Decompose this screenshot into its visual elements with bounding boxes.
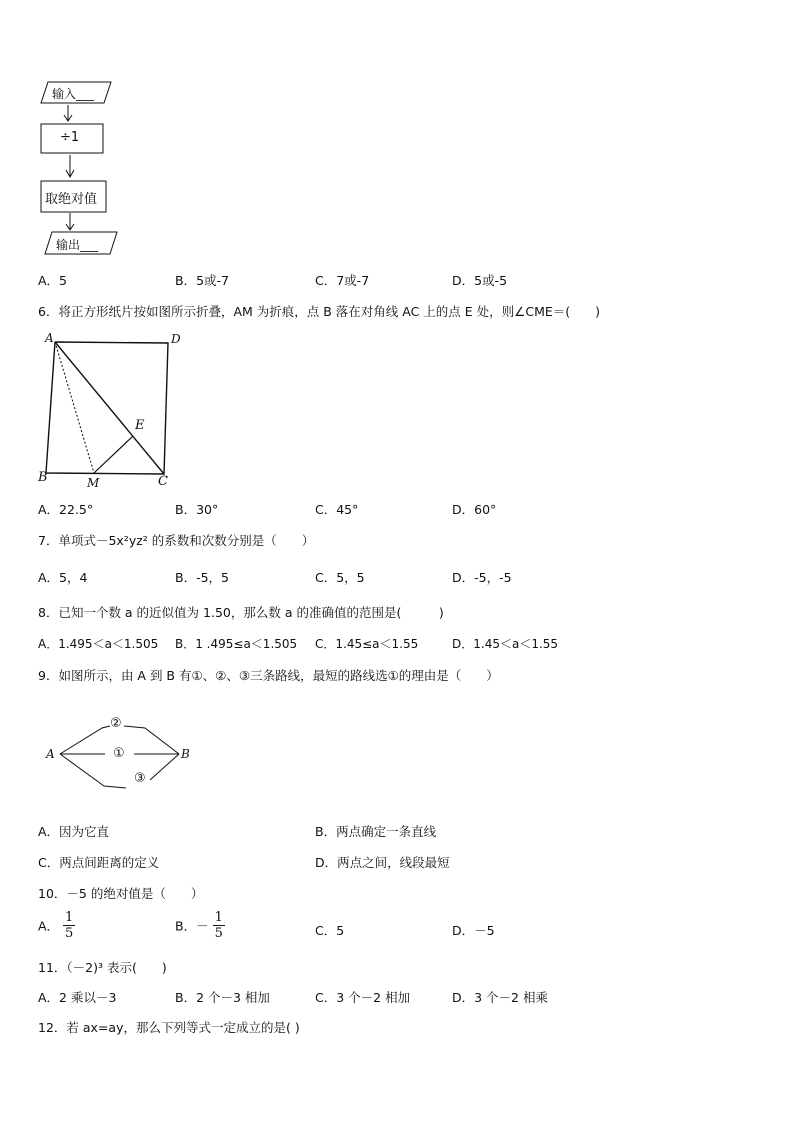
- flowchart-output-label: 输出___: [56, 238, 99, 252]
- q10-option-a-fraction: [63, 910, 75, 941]
- q6-option-d: D．60°: [452, 502, 497, 517]
- q10-option-b-prefix: B．－: [175, 918, 209, 934]
- q6-label-b: B: [38, 470, 48, 485]
- q9-option-b: B．两点确定一条直线: [315, 824, 437, 839]
- q6-label-a: A: [45, 331, 54, 345]
- q10-option-a: [38, 910, 75, 941]
- q7-option-d: D．-5，-5: [452, 570, 512, 585]
- q5-option-d: D．5或-5: [452, 273, 508, 288]
- q10-option-b-numerator: 1: [214, 910, 223, 925]
- q10-text: 10．－5 的绝对值是（ ）: [38, 886, 204, 901]
- q7-option-c: C．5，5: [315, 570, 365, 585]
- q10-option-c: C．5: [315, 923, 345, 938]
- q5-option-a: A．5: [38, 273, 68, 288]
- q9-option-d: D．两点之间，线段最短: [315, 855, 450, 870]
- q10-option-a-numerator: 1: [65, 910, 74, 925]
- q11-option-d: D．3 个－2 相乘: [452, 990, 548, 1005]
- q11-text: 11．（－2)³ 表示( ): [38, 960, 167, 975]
- q6-label-m: M: [87, 476, 100, 490]
- q6-label-d: D: [171, 332, 181, 346]
- q11-option-b: B．2 个－3 相加: [175, 990, 270, 1005]
- q5-option-b: B．5或-7: [175, 273, 229, 288]
- q9-text: 9．如图所示，由 A 到 B 有①、②、③三条路线，最短的路线选①的理由是（ ）: [38, 668, 499, 683]
- q10-option-a-prefix: A．: [38, 918, 60, 934]
- q6-label-e: E: [135, 418, 145, 433]
- q8-option-c: C．1.45≤a＜1.55: [315, 637, 419, 651]
- q6-option-a: A．22.5°: [38, 502, 94, 517]
- q9-route-1-label: ①: [113, 746, 125, 761]
- q9-option-a: A．因为它直: [38, 824, 110, 839]
- q6-option-c: C．45°: [315, 502, 359, 517]
- q7-option-a: A．5，4: [38, 570, 88, 585]
- q10-option-b-denominator: 5: [214, 926, 223, 941]
- flowchart-abs-label: 取绝对值: [45, 192, 98, 207]
- q10-option-b-fraction: [213, 910, 225, 941]
- q10-option-b: [175, 910, 225, 941]
- flowchart-input-label: 输入___: [52, 87, 95, 101]
- q12-text: 12．若 ax=ay，那么下列等式一定成立的是( ): [38, 1020, 300, 1035]
- q8-text: 8．已知一个数 a 的近似值为 1.50，那么数 a 的准确值的范围是( ): [38, 605, 444, 620]
- flowchart-op-label: ÷1: [60, 130, 80, 145]
- q5-option-c: C．7或-7: [315, 273, 370, 288]
- q8-option-d: D．1.45＜a＜1.55: [452, 637, 559, 651]
- q6-label-c: C: [158, 474, 168, 489]
- q8-option-a: A．1.495＜a＜1.505: [38, 637, 159, 651]
- q6-option-b: B．30°: [175, 502, 219, 517]
- q9-route-3-label: ③: [134, 771, 146, 786]
- q8-option-b: B．1 .495≤a＜1.505: [175, 637, 298, 651]
- q9-option-c: C．两点间距离的定义: [38, 855, 160, 870]
- q11-option-c: C．3 个－2 相加: [315, 990, 411, 1005]
- q7-text: 7．单项式－5x²yz² 的系数和次数分别是（ ）: [38, 533, 315, 548]
- q10-option-d: D．－5: [452, 923, 495, 938]
- q10-option-a-denominator: 5: [65, 926, 74, 941]
- q9-label-a: A: [46, 747, 55, 761]
- q9-label-b: B: [181, 747, 190, 761]
- q6-text: 6．将正方形纸片按如图所示折叠，AM 为折痕，点 B 落在对角线 AC 上的点 E 处，则∠CME＝( ): [38, 304, 601, 319]
- q11-option-a: A．2 乘以－3: [38, 990, 117, 1005]
- q9-route-2-label: ②: [110, 716, 122, 731]
- q7-option-b: B．-5，5: [175, 570, 229, 585]
